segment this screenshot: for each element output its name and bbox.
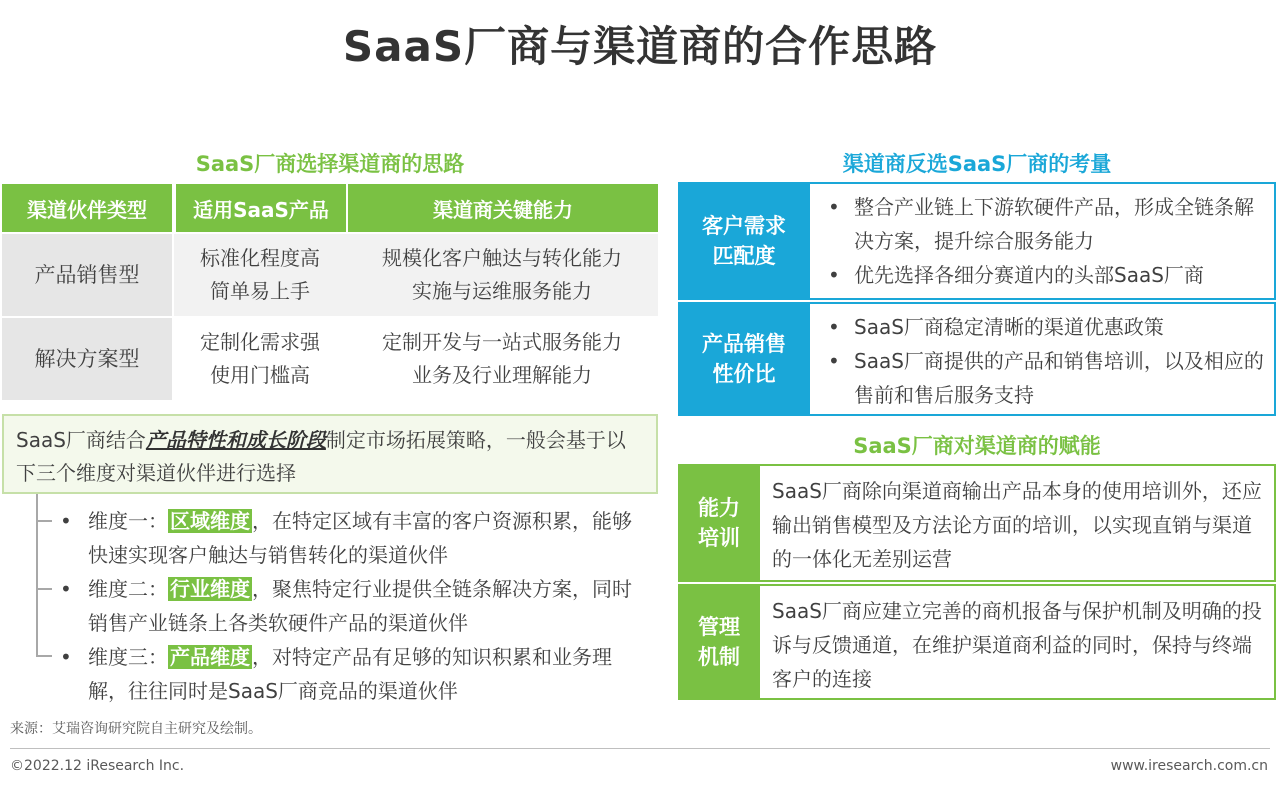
dimension-text: ，在特定区域有丰富的客户资源积累，能够快速实现客户触达与销售转化的渠道伙伴: [88, 509, 632, 567]
list-item: [824, 258, 1264, 292]
bullet-icon: •: [60, 645, 72, 669]
cell-partner-type: 产品销售型: [2, 234, 172, 316]
copyright-text: ©2022.12 iResearch Inc.: [10, 758, 185, 774]
table-row: [2, 316, 658, 400]
tree-branch: [36, 588, 52, 590]
header-saas-product: 适用SaaS产品: [174, 184, 346, 232]
block-label: [678, 182, 810, 300]
label-line: 匹配度: [712, 244, 776, 268]
cell-key-ability: [346, 234, 658, 316]
strategy-prefix: SaaS厂商结合: [16, 428, 146, 452]
list-item: [60, 572, 650, 640]
dimension-highlight: 区域维度: [170, 509, 250, 533]
dimension-list: [60, 504, 650, 708]
block-label: [678, 464, 760, 582]
source-note: 来源：艾瑞咨询研究院自主研究及绘制。: [10, 721, 262, 737]
dimension-highlight: 行业维度: [170, 577, 250, 601]
block-label: [678, 302, 810, 416]
label-line: 能力: [698, 496, 740, 520]
tree-branch: [36, 655, 52, 657]
right-section1-title: 渠道商反选SaaS厂商的考量: [842, 152, 1112, 176]
table-header-row: [2, 184, 658, 232]
cell-line: 规模化客户触达与转化能力: [382, 246, 622, 270]
bullet-icon: •: [60, 577, 72, 601]
label-line: 性价比: [712, 362, 776, 386]
consideration-block: [678, 182, 1276, 300]
cell-line: 实施与运维服务能力: [412, 279, 592, 303]
dimension-highlight: 产品维度: [170, 645, 250, 669]
table-row: [2, 232, 658, 316]
item-text: SaaS厂商稳定清晰的渠道优惠政策: [854, 315, 1164, 339]
strategy-suffix: 制定市场拓展策略，一般会基于以下三个维度对渠道伙伴进行选择: [16, 428, 626, 485]
label-line: 产品销售: [702, 332, 786, 356]
cell-line: 业务及行业理解能力: [412, 363, 592, 387]
strategy-box: [2, 414, 658, 494]
list-item: [60, 504, 650, 572]
footer-divider: [10, 748, 1270, 749]
block-content: SaaS厂商应建立完善的商机报备与保护机制及明确的投诉与反馈通道，在维护渠道商利益的同时，保持与终端客户的连接: [760, 584, 1276, 700]
strategy-emphasis: 产品特性和成长阶段: [145, 428, 326, 452]
cell-line: 定制化需求强: [200, 330, 320, 354]
consideration-block: [678, 302, 1276, 416]
channel-partner-table: [2, 184, 658, 400]
page-title: SaaS厂商与渠道商的合作思路: [342, 22, 938, 71]
list-item: [60, 640, 650, 708]
left-section-title: SaaS厂商选择渠道商的思路: [195, 152, 465, 176]
cell-partner-type: 解决方案型: [2, 318, 172, 400]
bullet-icon: •: [828, 349, 840, 373]
cell-line: 定制开发与一站式服务能力: [382, 330, 622, 354]
list-item: [824, 310, 1264, 344]
block-content: [810, 182, 1276, 300]
block-content: SaaS厂商除向渠道商输出产品本身的使用培训外，还应输出销售模型及方法论方面的培训，以实现直销与渠道的一体化无差别运营: [760, 464, 1276, 582]
dimension-prefix: 维度一：: [88, 509, 168, 533]
dimension-prefix: 维度二：: [88, 577, 168, 601]
cell-line: 标准化程度高: [200, 246, 320, 270]
label-line: 机制: [698, 645, 740, 669]
label-line: 培训: [698, 526, 740, 550]
dimension-prefix: 维度三：: [88, 645, 168, 669]
item-text: SaaS厂商提供的产品和销售培训，以及相应的售前和售后服务支持: [854, 349, 1264, 407]
cell-key-ability: [346, 318, 658, 400]
cell-line: 简单易上手: [210, 279, 310, 303]
label-line: 客户需求: [702, 214, 786, 238]
bullet-icon: •: [828, 195, 840, 219]
list-item: [824, 190, 1264, 258]
item-text: 整合产业链上下游软硬件产品，形成全链条解决方案，提升综合服务能力: [854, 195, 1254, 253]
list-item: [824, 344, 1264, 412]
enablement-block: [678, 464, 1276, 582]
block-label: [678, 584, 760, 700]
block-content: [810, 302, 1276, 416]
tree-branch: [36, 520, 52, 522]
tree-connector: [36, 494, 38, 656]
website-link[interactable]: www.iresearch.com.cn: [1110, 758, 1268, 774]
right-section2-title: SaaS厂商对渠道商的赋能: [853, 434, 1101, 458]
cell-line: 使用门槛高: [210, 363, 310, 387]
bullet-icon: •: [828, 315, 840, 339]
dimension-text: ，聚焦特定行业提供全链条解决方案，同时销售产业链条上各类软硬件产品的渠道伙伴: [88, 577, 632, 635]
enablement-block: [678, 584, 1276, 700]
bullet-icon: •: [60, 509, 72, 533]
cell-saas-product: [174, 318, 346, 400]
cell-saas-product: [174, 234, 346, 316]
header-partner-type: 渠道伙伴类型: [2, 184, 172, 232]
bullet-icon: •: [828, 263, 840, 287]
item-text: 优先选择各细分赛道内的头部SaaS厂商: [854, 263, 1204, 287]
header-key-ability: 渠道商关键能力: [346, 184, 658, 232]
dimension-text: ，对特定产品有足够的知识积累和业务理解，往往同时是SaaS厂商竞品的渠道伙伴: [88, 645, 612, 703]
label-line: 管理: [698, 615, 740, 639]
